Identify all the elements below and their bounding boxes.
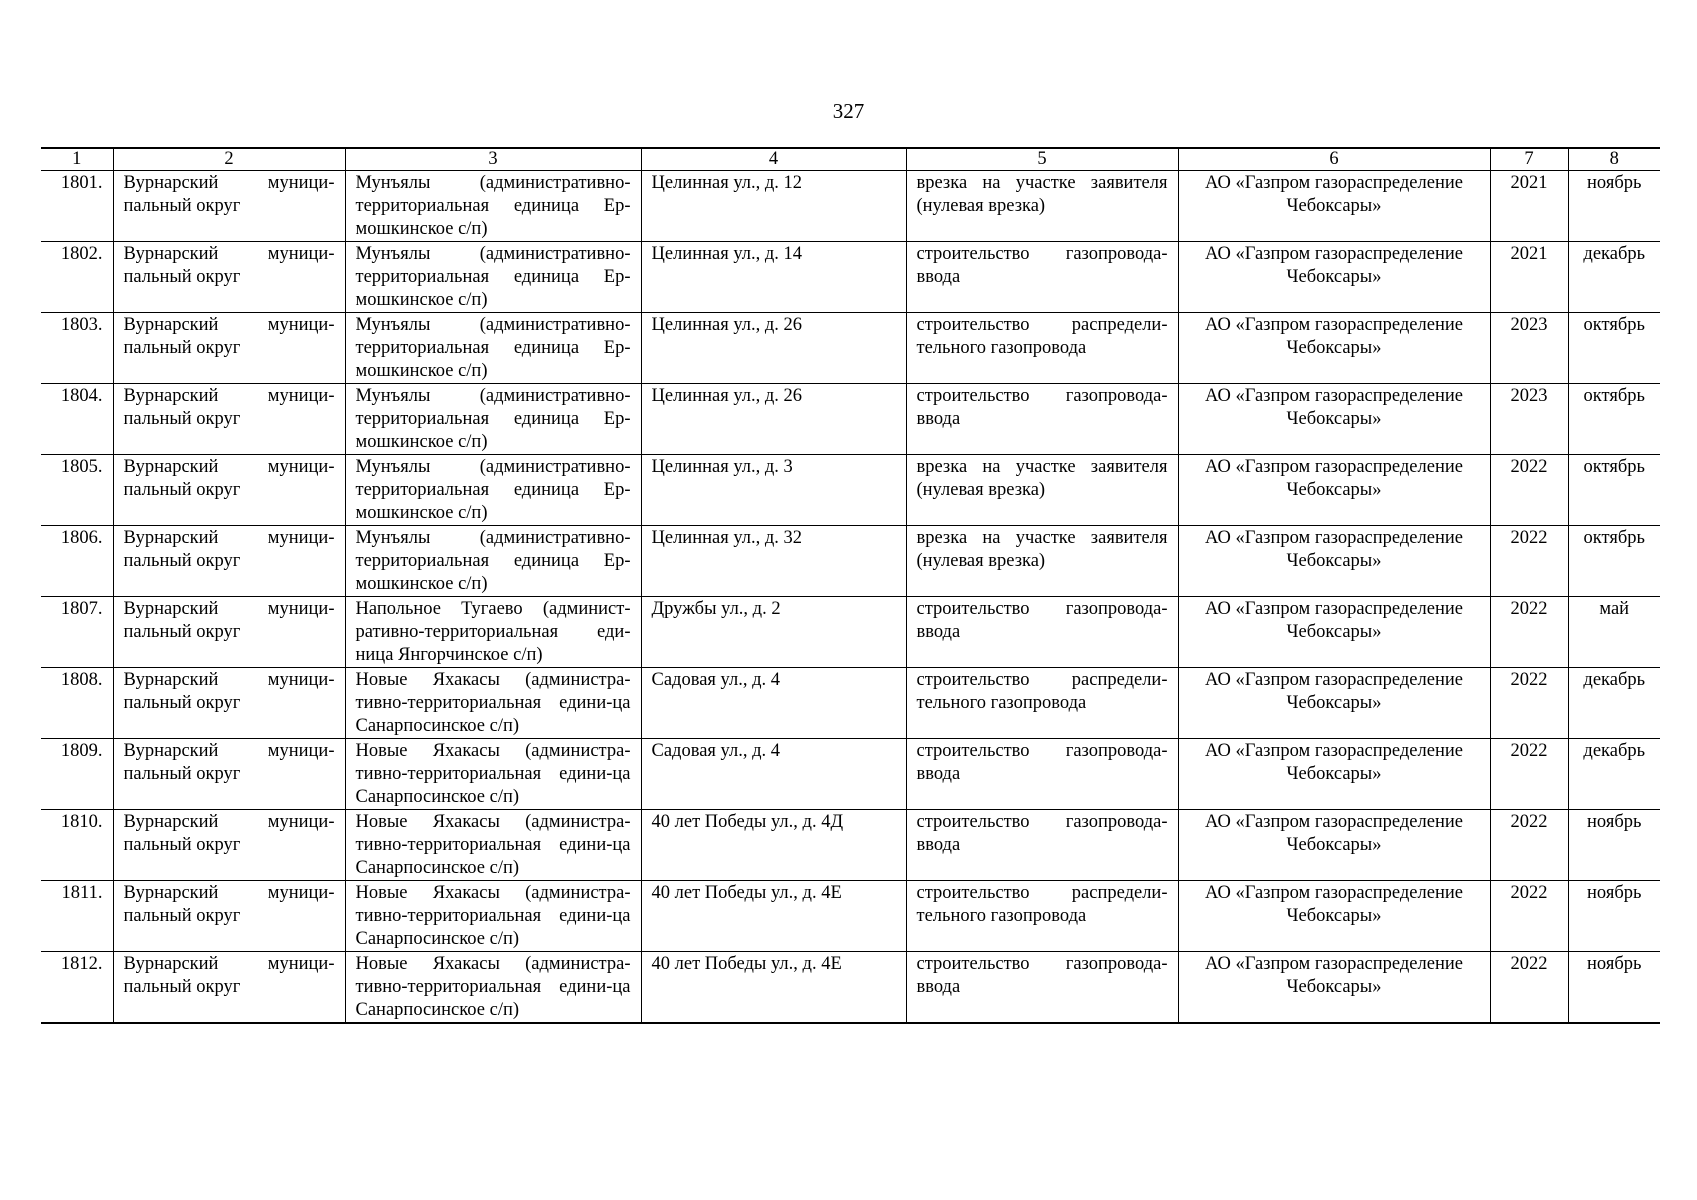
work-type-cell: строительство газопровода-ввода [906, 952, 1178, 1024]
district-cell: Вурнарский муници-пальный округ [113, 171, 345, 242]
work-type-cell: строительство газопровода-ввода [906, 739, 1178, 810]
district-cell: Вурнарский муници-пальный округ [113, 668, 345, 739]
organization-cell: АО «Газпром газораспределение Чебоксары» [1178, 952, 1490, 1024]
address-cell: 40 лет Победы ул., д. 4Е [641, 881, 906, 952]
column-header: 3 [345, 148, 641, 171]
header-row [41, 148, 1660, 171]
locality-cell: Новые Яхакасы (администра-тивно-территориальная едини-ца Санарпосинское с/п) [345, 881, 641, 952]
month-cell: октябрь [1568, 455, 1660, 526]
district-cell: Вурнарский муници-пальный округ [113, 810, 345, 881]
locality-cell: Мунъялы (административно-территориальная единица Ер-мошкинское с/п) [345, 313, 641, 384]
column-header: 2 [113, 148, 345, 171]
district-cell: Вурнарский муници-пальный округ [113, 384, 345, 455]
row-number: 1803. [41, 313, 113, 384]
year-cell: 2022 [1490, 526, 1568, 597]
address-cell: Целинная ул., д. 26 [641, 384, 906, 455]
month-cell: ноябрь [1568, 881, 1660, 952]
year-cell: 2022 [1490, 668, 1568, 739]
address-cell: Садовая ул., д. 4 [641, 739, 906, 810]
locality-cell: Мунъялы (административно-территориальная единица Ер-мошкинское с/п) [345, 526, 641, 597]
locality-cell: Мунъялы (административно-территориальная единица Ер-мошкинское с/п) [345, 455, 641, 526]
address-cell: 40 лет Победы ул., д. 4Д [641, 810, 906, 881]
column-header: 7 [1490, 148, 1568, 171]
row-number: 1810. [41, 810, 113, 881]
organization-cell: АО «Газпром газораспределение Чебоксары» [1178, 242, 1490, 313]
column-header: 4 [641, 148, 906, 171]
table-row [41, 313, 1660, 384]
table-row [41, 171, 1660, 242]
year-cell: 2022 [1490, 739, 1568, 810]
table-row [41, 668, 1660, 739]
locality-cell: Новые Яхакасы (администра-тивно-территориальная едини-ца Санарпосинское с/п) [345, 952, 641, 1024]
month-cell: ноябрь [1568, 810, 1660, 881]
locality-cell: Новые Яхакасы (администра-тивно-территориальная едини-ца Санарпосинское с/п) [345, 668, 641, 739]
district-cell: Вурнарский муници-пальный округ [113, 526, 345, 597]
month-cell: декабрь [1568, 668, 1660, 739]
locality-cell: Мунъялы (административно-территориальная единица Ер-мошкинское с/п) [345, 384, 641, 455]
year-cell: 2022 [1490, 952, 1568, 1024]
address-cell: Дружбы ул., д. 2 [641, 597, 906, 668]
locality-cell: Новые Яхакасы (администра-тивно-территориальная едини-ца Санарпосинское с/п) [345, 739, 641, 810]
district-cell: Вурнарский муници-пальный округ [113, 881, 345, 952]
month-cell: октябрь [1568, 384, 1660, 455]
address-cell: Целинная ул., д. 12 [641, 171, 906, 242]
row-number: 1806. [41, 526, 113, 597]
organization-cell: АО «Газпром газораспределение Чебоксары» [1178, 739, 1490, 810]
address-cell: Целинная ул., д. 26 [641, 313, 906, 384]
district-cell: Вурнарский муници-пальный округ [113, 739, 345, 810]
table-row [41, 526, 1660, 597]
row-number: 1805. [41, 455, 113, 526]
gas-connection-table [41, 147, 1660, 1024]
column-header: 8 [1568, 148, 1660, 171]
table-body [41, 171, 1660, 1024]
work-type-cell: врезка на участке заявителя (нулевая врезка) [906, 455, 1178, 526]
work-type-cell: строительство газопровода-ввода [906, 810, 1178, 881]
table-header [41, 148, 1660, 171]
district-cell: Вурнарский муници-пальный округ [113, 313, 345, 384]
district-cell: Вурнарский муници-пальный округ [113, 242, 345, 313]
organization-cell: АО «Газпром газораспределение Чебоксары» [1178, 810, 1490, 881]
month-cell: декабрь [1568, 739, 1660, 810]
column-header: 6 [1178, 148, 1490, 171]
organization-cell: АО «Газпром газораспределение Чебоксары» [1178, 668, 1490, 739]
organization-cell: АО «Газпром газораспределение Чебоксары» [1178, 171, 1490, 242]
row-number: 1812. [41, 952, 113, 1024]
month-cell: декабрь [1568, 242, 1660, 313]
address-cell: Садовая ул., д. 4 [641, 668, 906, 739]
month-cell: октябрь [1568, 313, 1660, 384]
district-cell: Вурнарский муници-пальный округ [113, 952, 345, 1024]
table-row [41, 455, 1660, 526]
locality-cell: Мунъялы (административно-территориальная единица Ер-мошкинское с/п) [345, 171, 641, 242]
column-header: 1 [41, 148, 113, 171]
work-type-cell: строительство газопровода-ввода [906, 242, 1178, 313]
page-number: 327 [832, 99, 865, 123]
table-row [41, 242, 1660, 313]
row-number: 1811. [41, 881, 113, 952]
address-cell: Целинная ул., д. 32 [641, 526, 906, 597]
month-cell: октябрь [1568, 526, 1660, 597]
district-cell: Вурнарский муници-пальный округ [113, 455, 345, 526]
table-row [41, 384, 1660, 455]
month-cell: ноябрь [1568, 952, 1660, 1024]
month-cell: май [1568, 597, 1660, 668]
year-cell: 2022 [1490, 455, 1568, 526]
row-number: 1808. [41, 668, 113, 739]
year-cell: 2021 [1490, 242, 1568, 313]
table-row [41, 952, 1660, 1024]
organization-cell: АО «Газпром газораспределение Чебоксары» [1178, 526, 1490, 597]
organization-cell: АО «Газпром газораспределение Чебоксары» [1178, 384, 1490, 455]
organization-cell: АО «Газпром газораспределение Чебоксары» [1178, 313, 1490, 384]
locality-cell: Новые Яхакасы (администра-тивно-территориальная едини-ца Санарпосинское с/п) [345, 810, 641, 881]
organization-cell: АО «Газпром газораспределение Чебоксары» [1178, 597, 1490, 668]
work-type-cell: строительство распредели-тельного газопровода [906, 881, 1178, 952]
table-row [41, 881, 1660, 952]
work-type-cell: строительство распредели-тельного газопровода [906, 313, 1178, 384]
year-cell: 2022 [1490, 881, 1568, 952]
table-row [41, 597, 1660, 668]
row-number: 1801. [41, 171, 113, 242]
month-cell: ноябрь [1568, 171, 1660, 242]
district-cell: Вурнарский муници-пальный округ [113, 597, 345, 668]
organization-cell: АО «Газпром газораспределение Чебоксары» [1178, 455, 1490, 526]
work-type-cell: врезка на участке заявителя (нулевая врезка) [906, 171, 1178, 242]
organization-cell: АО «Газпром газораспределение Чебоксары» [1178, 881, 1490, 952]
row-number: 1802. [41, 242, 113, 313]
work-type-cell: строительство распредели-тельного газопровода [906, 668, 1178, 739]
work-type-cell: врезка на участке заявителя (нулевая врезка) [906, 526, 1178, 597]
address-cell: Целинная ул., д. 3 [641, 455, 906, 526]
address-cell: Целинная ул., д. 14 [641, 242, 906, 313]
locality-cell: Напольное Тугаево (админист-ративно-территориальная еди-ница Янгорчинское с/п) [345, 597, 641, 668]
work-type-cell: строительство газопровода-ввода [906, 384, 1178, 455]
table-row [41, 739, 1660, 810]
row-number: 1807. [41, 597, 113, 668]
row-number: 1804. [41, 384, 113, 455]
work-type-cell: строительство газопровода-ввода [906, 597, 1178, 668]
year-cell: 2021 [1490, 171, 1568, 242]
year-cell: 2022 [1490, 597, 1568, 668]
locality-cell: Мунъялы (административно-территориальная единица Ер-мошкинское с/п) [345, 242, 641, 313]
year-cell: 2023 [1490, 313, 1568, 384]
year-cell: 2023 [1490, 384, 1568, 455]
row-number: 1809. [41, 739, 113, 810]
year-cell: 2022 [1490, 810, 1568, 881]
address-cell: 40 лет Победы ул., д. 4Е [641, 952, 906, 1024]
table-row [41, 810, 1660, 881]
column-header: 5 [906, 148, 1178, 171]
